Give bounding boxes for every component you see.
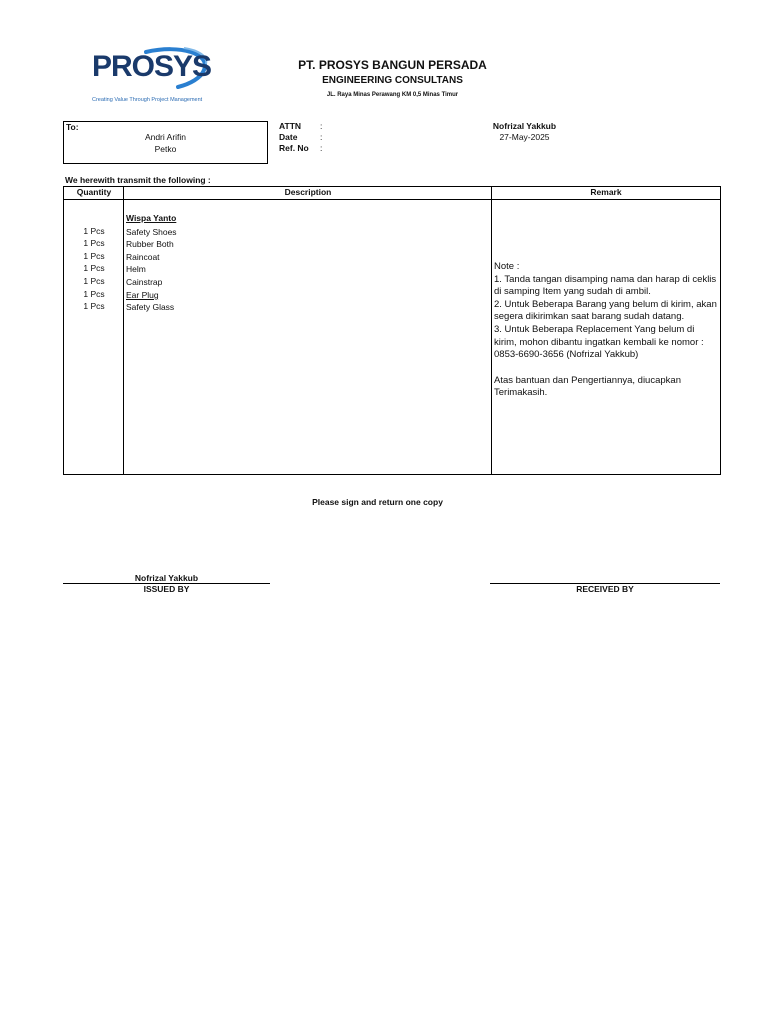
item-desc: Cainstrap xyxy=(126,277,163,287)
header-quantity: Quantity xyxy=(76,187,112,197)
issuer-name: Nofrizal Yakkub xyxy=(134,573,199,583)
date-value: 27-May-2025 xyxy=(499,132,550,142)
item-desc: Ear Plug xyxy=(126,290,159,300)
issued-by-label: ISSUED BY xyxy=(143,584,190,594)
recipient-company: Petko xyxy=(154,144,177,154)
item-desc: Rubber Both xyxy=(126,239,174,249)
company-subtitle: ENGINEERING CONSULTANS xyxy=(322,75,463,86)
item-desc: Raincoat xyxy=(126,252,160,262)
note-item-1: 1. Tanda tangan disamping nama dan harap di ceklis di samping Item yang sudah di ambil. xyxy=(494,273,717,298)
company-header xyxy=(270,58,515,98)
sign-instruction: Please sign and return one copy xyxy=(312,497,443,507)
received-by-label: RECEIVED BY xyxy=(576,584,634,594)
ref-label: Ref. No xyxy=(279,143,309,153)
recipient-name: Andri Arifin xyxy=(144,132,187,142)
header-remark: Remark xyxy=(590,187,622,197)
logo-text: PROSYS xyxy=(92,50,212,83)
note-item-2: 2. Untuk Beberapa Barang yang belum di kirim, akan segera dikirimkan saat barang sudah datang. xyxy=(494,298,717,323)
item-qty: 1 Pcs xyxy=(83,263,105,273)
header-description: Description xyxy=(284,187,332,197)
item-desc: Safety Shoes xyxy=(126,227,177,237)
item-qty: 1 Pcs xyxy=(83,301,105,311)
logo-tagline: Creating Value Through Project Management xyxy=(92,97,203,103)
recipient-box xyxy=(63,121,268,164)
to-label: To: xyxy=(66,122,79,132)
column-divider xyxy=(491,187,492,474)
attn-colon: : xyxy=(320,121,323,131)
attn-label: ATTN xyxy=(279,121,302,131)
date-label: Date xyxy=(279,132,298,142)
transmit-text: We herewith transmit the following : xyxy=(65,175,211,185)
note-heading: Note : xyxy=(494,261,520,272)
item-qty: 1 Pcs xyxy=(83,238,105,248)
group-title: Wispa Yanto xyxy=(126,213,177,223)
ref-colon: : xyxy=(320,143,323,153)
item-desc: Helm xyxy=(126,264,146,274)
item-qty: 1 Pcs xyxy=(83,251,105,261)
company-address: JL. Raya Minas Perawang KM 0,5 Minas Timur xyxy=(326,92,459,98)
items-table xyxy=(63,186,721,475)
item-desc: Safety Glass xyxy=(126,302,175,312)
item-qty: 1 Pcs xyxy=(83,226,105,236)
note-closing: Atas bantuan dan Pengertiannya, diucapkan Terimakasih. xyxy=(494,374,681,399)
company-name: PT. PROSYS BANGUN PERSADA xyxy=(298,58,487,72)
note-item-3: 3. Untuk Beberapa Replacement Yang belum di kirim, mohon dibantu ingatkan kembali ke nomor : 0853-6690-3656 (Nofrizal Yakkub) xyxy=(494,323,704,361)
company-logo xyxy=(86,46,216,108)
attn-value: Nofrizal Yakkub xyxy=(492,121,557,131)
date-colon: : xyxy=(320,132,323,142)
item-qty: 1 Pcs xyxy=(83,289,105,299)
item-qty: 1 Pcs xyxy=(83,276,105,286)
remark-note xyxy=(494,261,719,400)
